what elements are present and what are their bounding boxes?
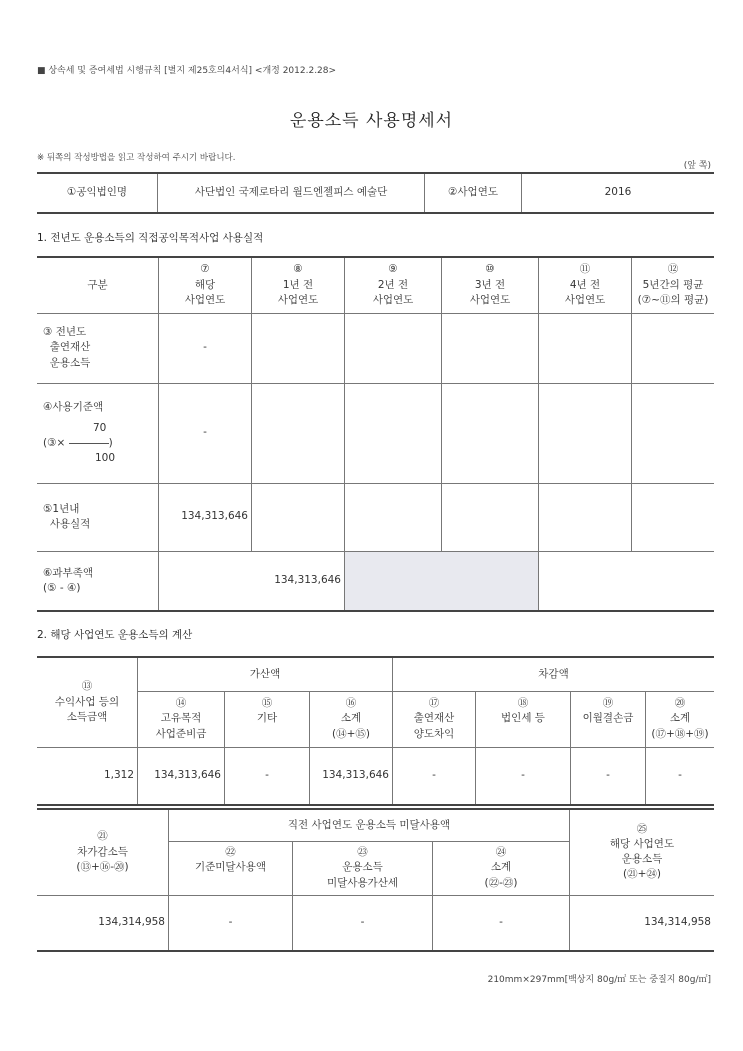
value-13: 1,312 [37, 747, 138, 805]
col-18-header: ⑱ 법인세 등 [476, 691, 571, 747]
info-table [37, 172, 714, 214]
col-13-header: ⑬ 수익사업 등의 소득금액 [37, 657, 138, 747]
page-title: 운용소득 사용명세서 [289, 111, 454, 131]
value-16: 134,313,646 [310, 747, 393, 805]
row6-shaded-area [345, 551, 539, 611]
col-10-header: ⑩ 3년 전 사업연도 [442, 257, 539, 313]
col-category-header: 구분 [37, 257, 159, 313]
corp-name-label: ①공익법인명 [37, 173, 158, 213]
paper-spec: 210mm×297mm[백상지 80g/㎡ 또는 중질지 80g/㎡] [487, 975, 711, 985]
value-23: - [293, 895, 433, 951]
net-income-table [37, 808, 714, 952]
instruction-note: ※ 뒤쪽의 작성방법을 읽고 작성하여 주시기 바랍니다. [37, 153, 236, 163]
section1-title: 1. 전년도 운용소득의 직접공익목적사업 사용실적 [37, 232, 264, 244]
col-25-header: ㉕ 해당 사업연도 운용소득 (㉑+㉔) [570, 809, 715, 895]
col-20-header: ⑳ 소계 (⑰+⑱+⑲) [646, 691, 715, 747]
value-25: 134,314,958 [570, 895, 715, 951]
value-18: - [476, 747, 571, 805]
row4-col7-value: - [159, 383, 252, 483]
value-14: 134,313,646 [138, 747, 225, 805]
income-calc-table [37, 656, 714, 806]
usage-record-table [37, 256, 714, 612]
row6-label: ⑥과부족액 (⑤ - ④) [37, 551, 159, 611]
value-24: - [433, 895, 570, 951]
row6-value: 134,313,646 [159, 551, 345, 611]
col-22-header: ㉒ 기준미달사용액 [169, 841, 293, 895]
row4-label: ④사용기준액 70 (③× ) 100 [37, 383, 159, 483]
section2-title: 2. 해당 사업연도 운용소득의 계산 [37, 629, 193, 641]
col-15-header: ⑮ 기타 [225, 691, 310, 747]
business-year-value: 2016 [522, 173, 715, 213]
deduction-header: 차감액 [393, 657, 715, 691]
value-19: - [571, 747, 646, 805]
col-21-header: ㉑ 차가감소득 (⑬+⑯-⑳) [37, 809, 169, 895]
value-22: - [169, 895, 293, 951]
col-16-header: ⑯ 소계 (⑭+⑮) [310, 691, 393, 747]
row5-label: ⑤1년내 사용실적 [37, 483, 159, 551]
col-19-header: ⑲ 이월결손금 [571, 691, 646, 747]
col-11-header: ⑪ 4년 전 사업연도 [539, 257, 632, 313]
col-14-header: ⑭ 고유목적 사업준비금 [138, 691, 225, 747]
business-year-label: ②사업연도 [425, 173, 522, 213]
col-24-header: ㉔ 소계 (㉒-㉓) [433, 841, 570, 895]
form-reference: ■ 상속세 및 증여세법 시행규칙 [별지 제25호의4서식] <개정 2012.2.28> [37, 66, 337, 76]
col-9-header: ⑨ 2년 전 사업연도 [345, 257, 442, 313]
col-7-header: ⑦ 해당 사업연도 [159, 257, 252, 313]
value-21: 134,314,958 [37, 895, 169, 951]
corp-name-value: 사단법인 국제로타리 월드엔젤피스 예술단 [158, 173, 425, 213]
value-20: - [646, 747, 715, 805]
col-12-header: ⑫ 5년간의 평균 (⑦~⑪의 평균) [632, 257, 715, 313]
row3-col7-value: - [159, 313, 252, 383]
row3-label: ③ 전년도 출연재산 운용소득 [37, 313, 159, 383]
value-17: - [393, 747, 476, 805]
page-side-label: (앞 쪽) [683, 161, 711, 171]
row5-col7-value: 134,313,646 [159, 483, 252, 551]
shortfall-header: 직전 사업연도 운용소득 미달사용액 [169, 809, 570, 841]
col-17-header: ⑰ 출연재산 양도차익 [393, 691, 476, 747]
value-15: - [225, 747, 310, 805]
col-23-header: ㉓ 운용소득 미달사용가산세 [293, 841, 433, 895]
addition-header: 가산액 [138, 657, 393, 691]
col-8-header: ⑧ 1년 전 사업연도 [252, 257, 345, 313]
